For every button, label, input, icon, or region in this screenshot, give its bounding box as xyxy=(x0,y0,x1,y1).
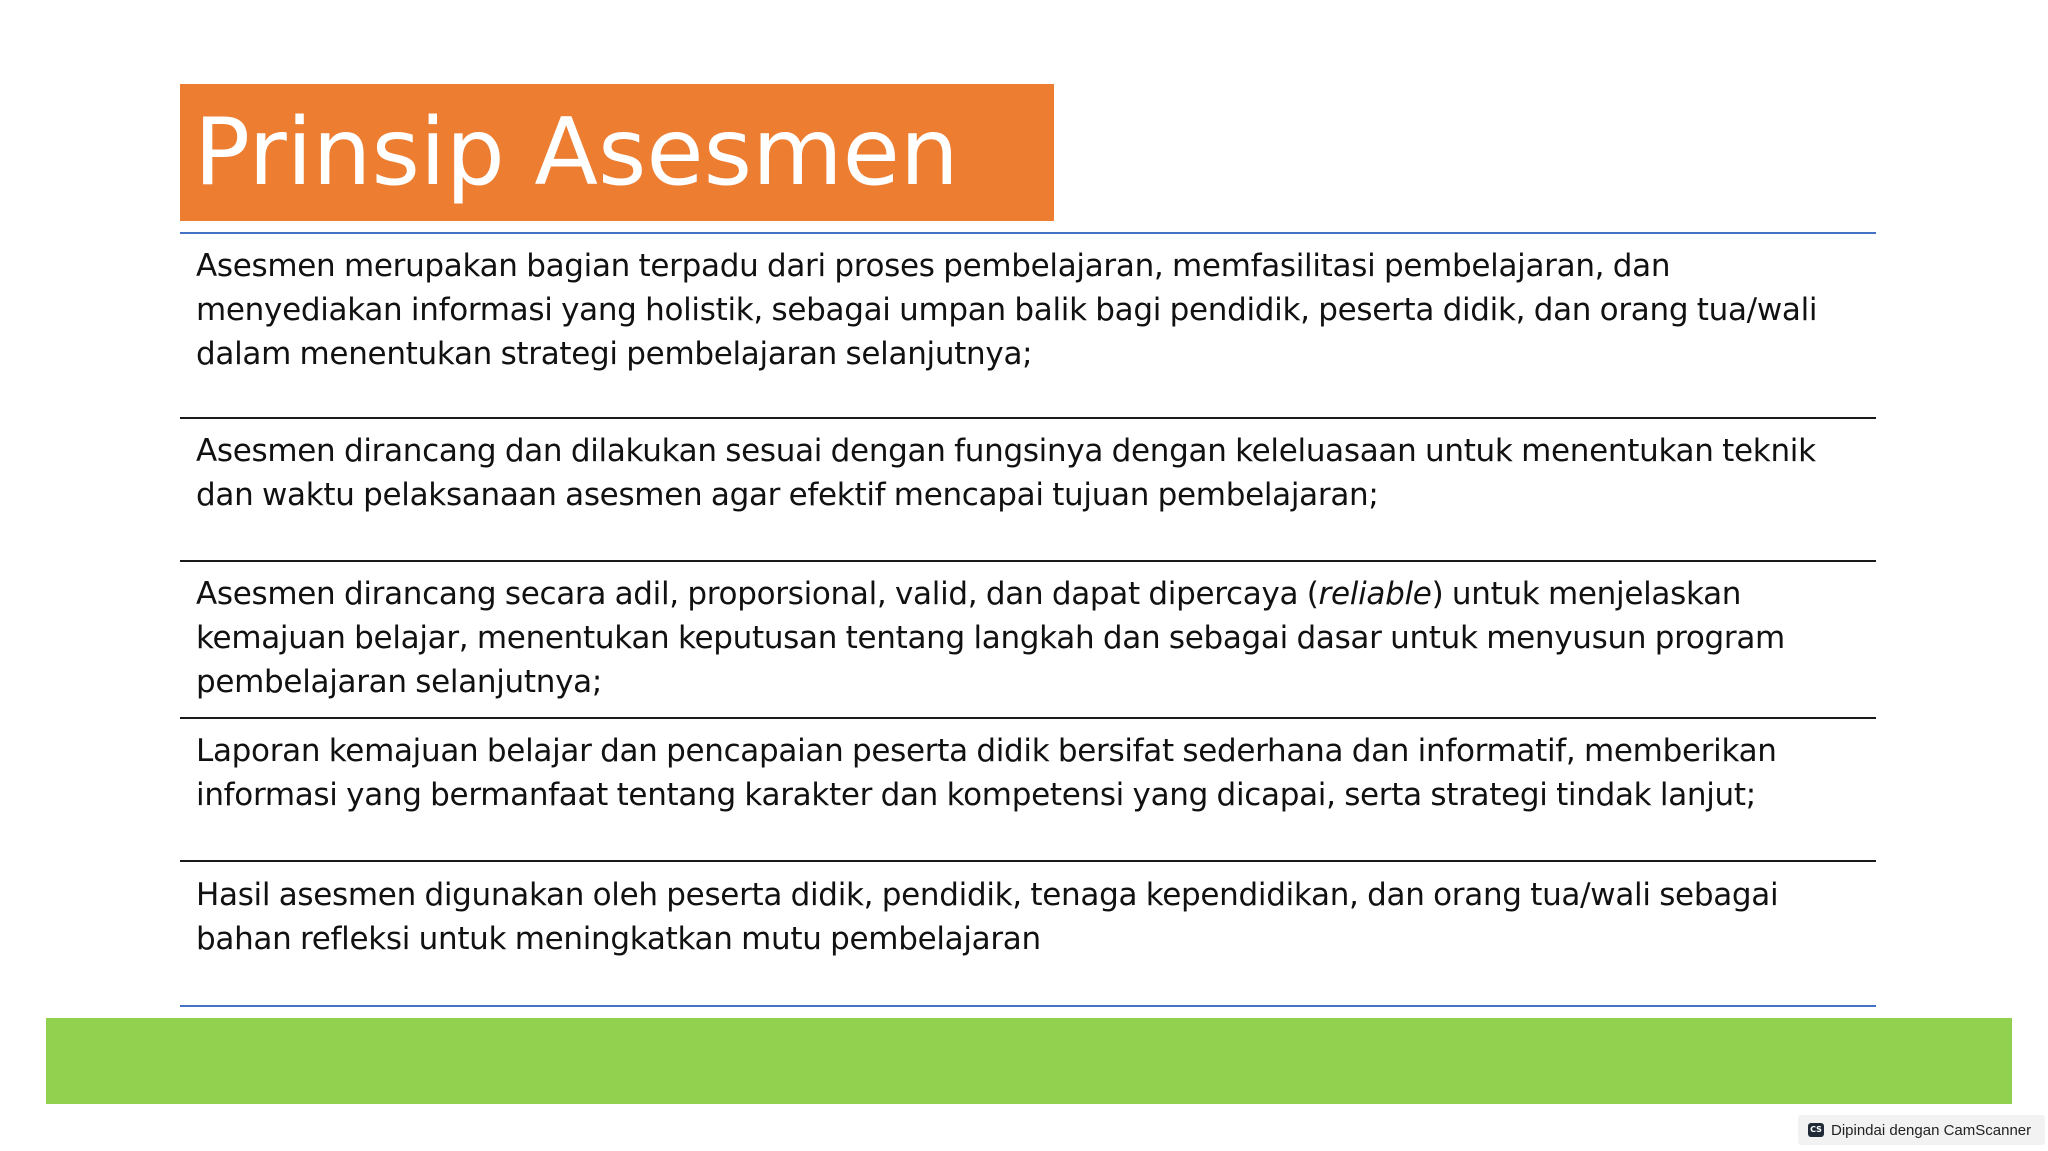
principle-row-5: Hasil asesmen digunakan oleh peserta didik, pendidik, tenaga kependidikan, dan orang tua/wali sebagai bahan refleksi untuk meningkatkan mutu pembelajaran xyxy=(196,877,1779,957)
principle-row-3 xyxy=(196,572,1872,704)
title-banner xyxy=(180,84,1054,221)
principle-row-3-text-before: Asesmen dirancang secara adil, proporsional, valid, dan dapat dipercaya ( xyxy=(196,576,1319,612)
scanner-watermark-label: Dipindai dengan CamScanner xyxy=(1831,1121,2032,1139)
row-divider xyxy=(180,860,1876,862)
row-divider xyxy=(180,417,1876,419)
table-bottom-rule xyxy=(180,1005,1876,1007)
scanner-watermark xyxy=(1798,1115,2045,1145)
row-divider xyxy=(180,560,1876,562)
principle-row-3-italic-term: reliable xyxy=(1318,576,1432,612)
principle-row-4: Laporan kemajuan belajar dan pencapaian peserta didik bersifat sederhana dan informatif, memberikan informasi yang bermanfaat tentang karakter dan kompetensi yang dicapai, serta strategi tindak lanjut; xyxy=(196,733,1777,813)
camscanner-logo-icon: CS xyxy=(1808,1123,1824,1137)
slide-title: Prinsip Asesmen xyxy=(194,98,959,206)
principle-row-1: Asesmen merupakan bagian terpadu dari proses pembelajaran, memfasilitasi pembelajaran, dan menyediakan informasi yang holistik, sebagai umpan balik bagi pendidik, peserta didik, dan orang tua/wali dalam menentukan strategi pembelajaran selanjutnya; xyxy=(196,248,1818,372)
footer-bar xyxy=(46,1018,2012,1104)
row-divider xyxy=(180,717,1876,719)
principle-row-3-text-after: ) untuk menjelaskan kemajuan belajar, menentukan keputusan tentang langkah dan sebagai dasar untuk menyusun program pembelajaran selanjutnya; xyxy=(196,576,1785,700)
principle-row-2: Asesmen dirancang dan dilakukan sesuai dengan fungsinya dengan keleluasaan untuk menentukan teknik dan waktu pelaksanaan asesmen agar efektif mencapai tujuan pembelajaran; xyxy=(196,433,1816,513)
table-top-rule xyxy=(180,232,1876,234)
